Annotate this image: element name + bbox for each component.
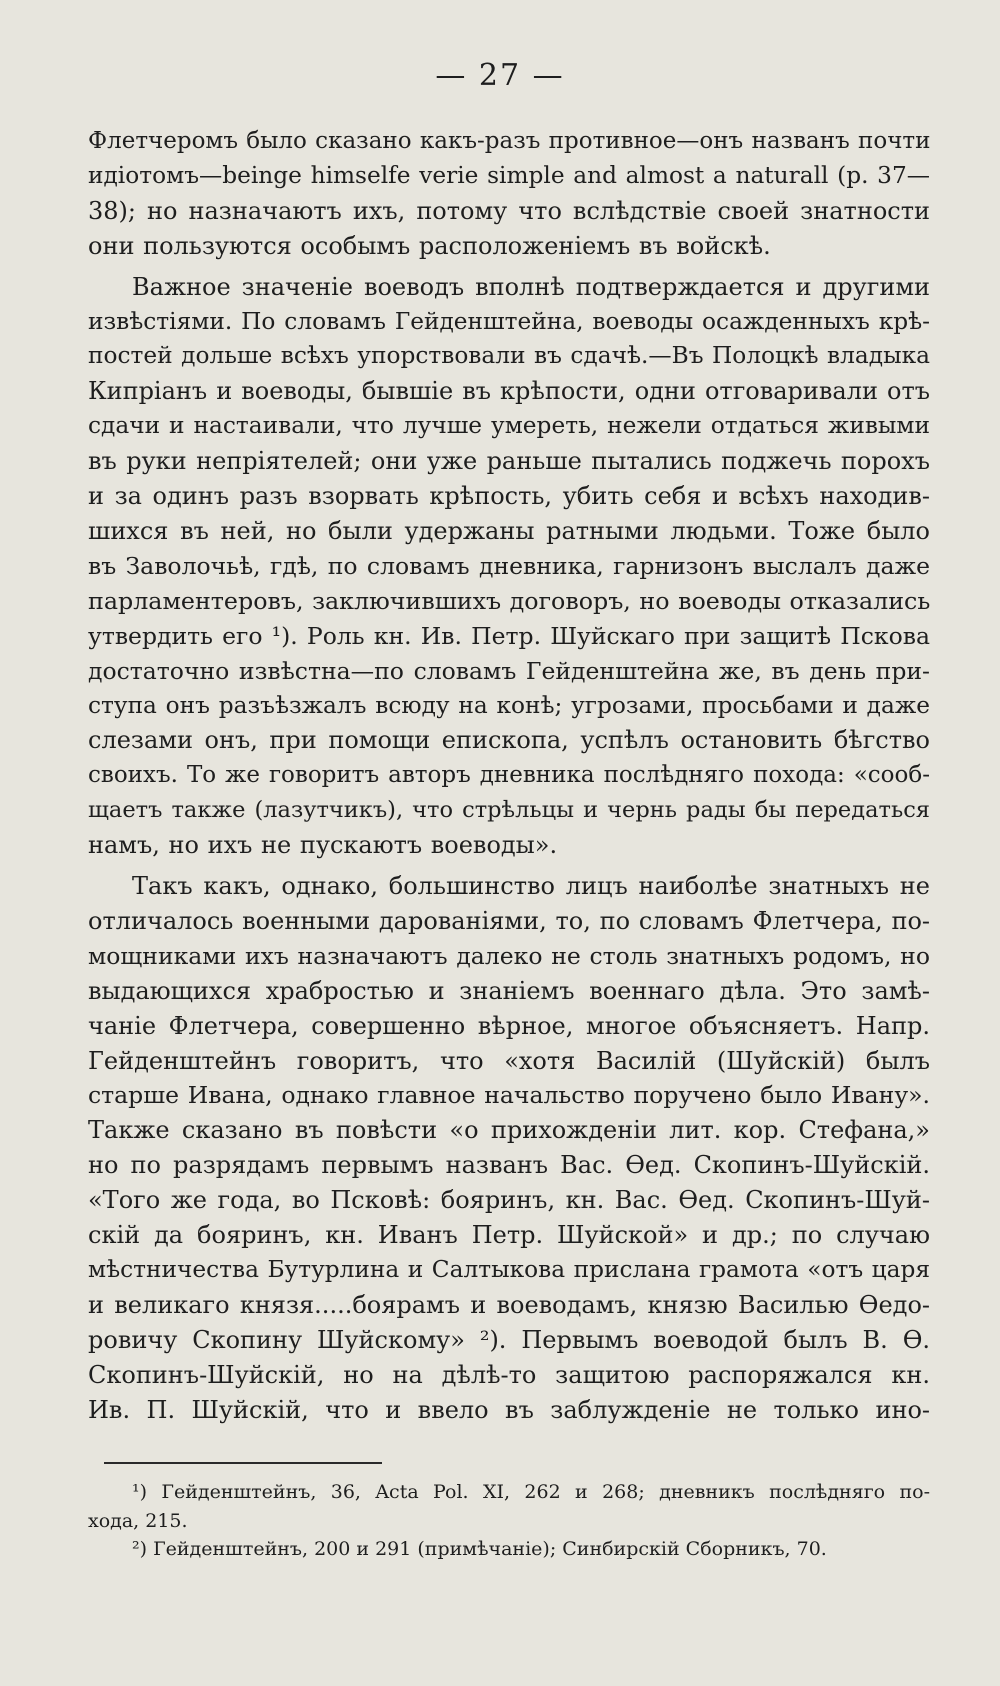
text-line: утвердить его ¹). Роль кн. Ив. Петр. Шуйскаго при защитѣ Пскова: [88, 621, 930, 650]
text-line: въ Заволочьѣ, гдѣ, по словамъ дневника, гарнизонъ выслалъ даже: [88, 551, 930, 580]
text-line: старше Ивана, однако главное начальство поручено было Ивану».: [88, 1081, 930, 1110]
text-line: Ив. П. Шуйскій, что и ввело въ заблужденіе не только ино-: [88, 1395, 930, 1424]
text-line: въ руки непріятелей; они уже раньше пытались поджечь порохъ: [88, 447, 930, 476]
main-text: [88, 124, 930, 1434]
page-number: — 27 —: [435, 58, 565, 93]
text-line: Также сказано въ повѣсти «о прихожденіи лит. кор. Стефана,»: [88, 1116, 930, 1145]
text-line: скій да бояринъ, кн. Иванъ Петр. Шуйской» и др.; по случаю: [88, 1221, 930, 1250]
text-line: извѣстіями. По словамъ Гейденштейна, воеводы осажденныхъ крѣ-: [88, 307, 930, 335]
text-line: Кипріанъ и воеводы, бывшіе въ крѣпости, одни отговаривали отъ: [88, 377, 930, 406]
text-line: выдающихся храбростью и знаніемъ военнаго дѣла. Это замѣ-: [88, 976, 930, 1005]
text-line: отличалось военными дарованіями, то, по словамъ Флетчера, по-: [88, 906, 930, 935]
text-line: Важное значеніе воеводъ вполнѣ подтверждается и другими: [132, 272, 930, 301]
text-line: своихъ. То же говоритъ авторъ дневника послѣдняго похода: «сооб-: [88, 762, 930, 789]
text-line: сдачи и настаивали, что лучше умереть, нежели отдаться живыми: [88, 412, 930, 440]
text-line: мѣстничества Бутурлина и Салтыкова прислана грамота «отъ царя: [88, 1256, 930, 1283]
text-line: ровичу Скопину Шуйскому» ²). Первымъ воеводой былъ В. Ѳ.: [88, 1325, 930, 1354]
text-line: и за одинъ разъ взорвать крѣпость, убить себя и всѣхъ находив-: [88, 482, 930, 511]
text-line: но по разрядамъ первымъ названъ Вас. Ѳед. Скопинъ-Шуйскій.: [88, 1151, 930, 1180]
text-line: достаточно извѣстна—по словамъ Гейденштейна же, въ день при-: [88, 656, 930, 685]
text-line: Скопинъ-Шуйскій, но на дѣлѣ-то защитою распоряжался кн.: [88, 1360, 930, 1389]
text-line: Гейденштейнъ говоритъ, что «хотя Василій (Шуйскій) былъ: [88, 1046, 930, 1075]
text-line: шихся въ ней, но были удержаны ратными людьми. Тоже было: [88, 516, 930, 545]
footnote-1: [88, 1478, 930, 1535]
footnote-divider: [104, 1462, 382, 1464]
text-line: они пользуются особымъ расположеніемъ въ войскѣ.: [88, 231, 771, 260]
footnote-2: [88, 1535, 930, 1564]
paragraph-2: [88, 270, 930, 863]
text-line: чаніе Флетчера, совершенно вѣрное, многое объясняетъ. Напр.: [88, 1011, 930, 1040]
text-line: Флетчеромъ было сказано какъ-разъ противное—онъ названъ почти: [88, 128, 931, 154]
paragraph-1: [88, 124, 930, 264]
text-line: парламентеровъ, заключившихъ договоръ, но воеводы отказались: [88, 586, 931, 615]
text-line: Такъ какъ, однако, большинство лицъ наиболѣе знатныхъ не: [132, 872, 930, 901]
text-line: 38); но назначаютъ ихъ, потому что вслѣдствіе своей знатности: [88, 196, 930, 225]
footnotes: [88, 1478, 930, 1564]
text-line: щаетъ также (лазутчикъ), что стрѣльцы и чернь рады бы передаться: [88, 797, 930, 824]
text-line: намъ, но ихъ не пускаютъ воеводы».: [88, 831, 558, 860]
text-line: слезами онъ, при помощи епископа, успѣлъ остановить бѣгство: [88, 726, 930, 755]
text-line: «Того же года, во Псковѣ: бояринъ, кн. Вас. Ѳед. Скопинъ-Шуй-: [88, 1186, 930, 1215]
footnote-line: хода, 215.: [88, 1509, 188, 1532]
footnote-line: ¹) Гейденштейнъ, 36, Acta Pol. XI, 262 и 268; дневникъ послѣдняго по-: [132, 1481, 930, 1503]
text-line: постей дольше всѣхъ упорствовали въ сдачѣ.—Въ Полоцкѣ владыка: [88, 342, 930, 370]
text-line: ступа онъ разъѣзжалъ всюду на конѣ; угрозами, просьбами и даже: [88, 691, 930, 719]
text-line: мощниками ихъ назначаютъ далеко не столь знатныхъ родомъ, но: [88, 941, 930, 970]
text-line: и великаго князя.....боярамъ и воеводамъ, князю Василью Ѳедо-: [88, 1290, 930, 1319]
footnote-line: ²) Гейденштейнъ, 200 и 291 (примѣчаніе); Синбирскій Сборникъ, 70.: [132, 1538, 827, 1560]
text-line: идіотомъ—beinge himselfe verie simple and almost a naturall (p. 37—: [88, 161, 930, 189]
paragraph-3: [88, 869, 930, 1428]
